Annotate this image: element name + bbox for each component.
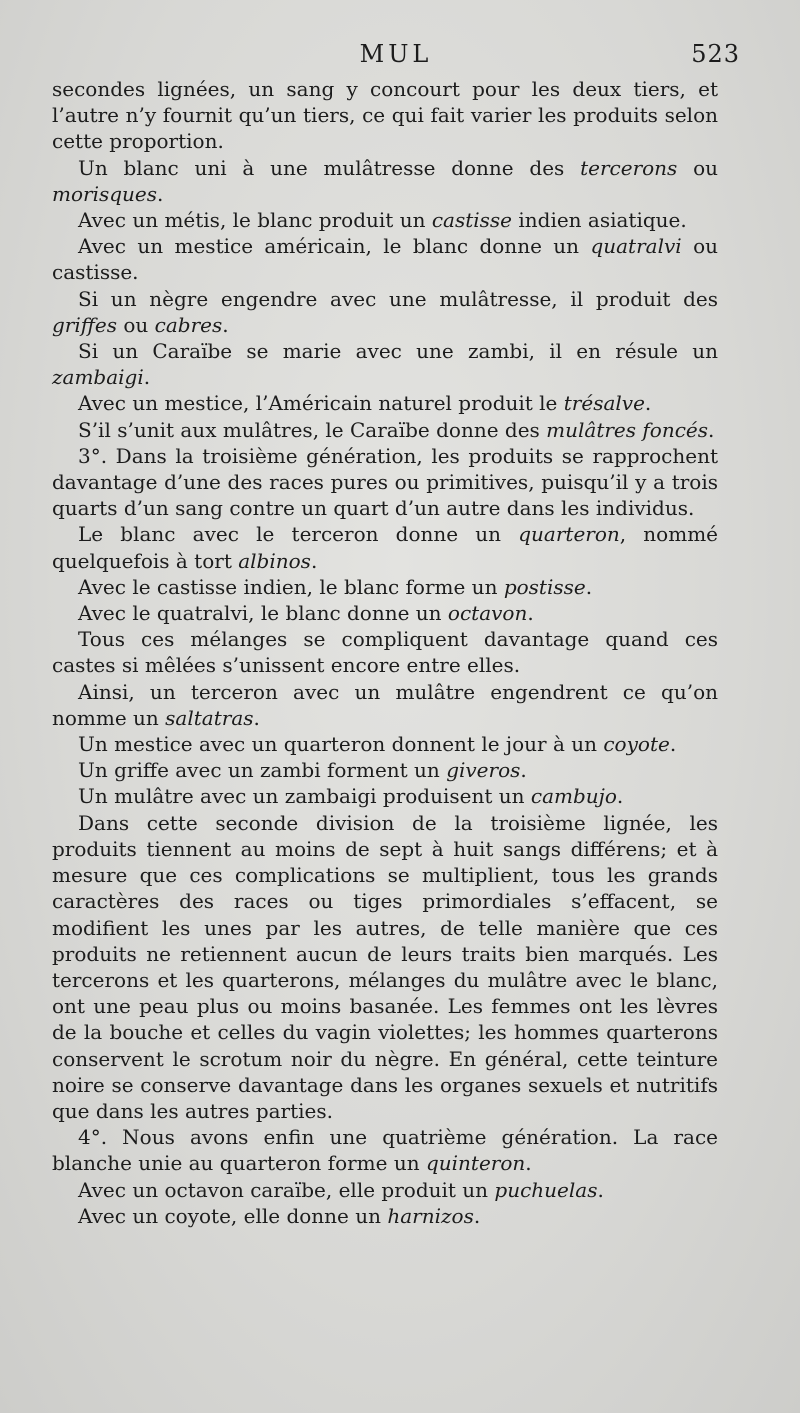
text-run: .	[525, 1151, 532, 1176]
italic-term: quinteron	[425, 1151, 526, 1176]
text-run: S’il s’unit aux mulâtres, le Caraïbe donne des	[78, 417, 547, 442]
italic-term: quarteron	[518, 522, 620, 547]
text-run: ou castisse.	[52, 234, 718, 285]
paragraph	[52, 731, 718, 757]
text-run: Tous ces mélanges se compliquent davantage quand ces castes si mêlées s’unissent encore entre elles.	[52, 627, 718, 678]
text-run: .	[527, 601, 534, 626]
text-run: 3°. Dans la troisième génération, les produits se rapprochent davantage d’une des races pures ou primitives, puisqu’il y a trois quarts d’un sang contre un quart d’un autre dans les individus.	[52, 443, 718, 521]
paragraph	[52, 600, 718, 626]
text-run: Avec un mestice, l’Américain naturel produit le	[78, 391, 564, 416]
paragraph	[52, 757, 718, 783]
text-run: .	[616, 784, 624, 809]
paragraph	[52, 76, 718, 155]
text-run: .	[157, 181, 164, 206]
paragraph	[52, 233, 718, 285]
text-run: Un mestice avec un quarteron donnent le jour à un	[78, 732, 604, 757]
paragraph	[52, 574, 718, 600]
text-run: Ainsi, un terceron avec un mulâtre engendrent ce qu’on nomme un	[52, 679, 718, 730]
italic-term: mulâtres foncés	[546, 417, 709, 442]
italic-term: giveros	[446, 758, 521, 783]
italic-term: griffes	[52, 312, 118, 337]
text-run: Si un Caraïbe se marie avec une zambi, il en résule un	[78, 339, 718, 364]
text-run: Avec le quatralvi, le blanc donne un	[78, 601, 448, 626]
text-run: Un blanc uni à une mulâtresse donne des	[78, 155, 581, 180]
paragraph	[52, 155, 718, 207]
paragraph	[52, 390, 718, 416]
italic-term: harnizos	[387, 1203, 474, 1228]
paragraph	[52, 521, 718, 573]
text-run: 4°. Nous avons enfin une quatrième génération. La race blanche unie au quarteron forme un	[52, 1125, 718, 1176]
paragraph	[52, 1124, 718, 1176]
italic-term: saltatras	[165, 705, 254, 730]
italic-term: morisques	[52, 181, 158, 206]
text-run: Si un nègre engendre avec une mulâtresse, il produit des	[78, 286, 718, 311]
text-run: .	[644, 391, 652, 416]
italic-term: postisse	[503, 574, 586, 599]
paragraph	[52, 417, 718, 443]
paragraph	[52, 443, 718, 522]
text-run: Avec un mestice américain, le blanc donne un	[78, 234, 591, 259]
paragraph	[52, 783, 718, 809]
text-run: .	[520, 758, 527, 783]
text-run: .	[708, 417, 715, 442]
paragraph	[52, 679, 718, 731]
italic-term: cambujo	[530, 784, 617, 809]
body-text	[52, 76, 718, 1229]
text-run: ou	[677, 155, 719, 180]
text-run: .	[222, 312, 229, 337]
text-run: ou	[117, 312, 155, 337]
running-head-title: MUL	[359, 40, 433, 68]
italic-term: albinos	[238, 548, 311, 573]
italic-term: trésalve	[563, 391, 645, 416]
text-run: Dans cette seconde division de la troisième lignée, les produits tiennent au moins de sept à huit sangs différens; et à mesure que ces complications se multiplient, tous les grands caractères des races ou tiges primordiales s’effacent, se modifient les unes par les autres, de telle manière que ces produits ne retiennent aucun de leurs traits bien marqués. Les tercerons et les quarterons, mélanges du mulâtre avec le blanc, ont une peau plus ou moins basanée. Les femmes ont les lèvres de la bouche et celles du vagin violettes; les hommes quarterons conservent le scrotum noir du nègre. En général, cette teinture noire se conserve davantage dans les organes sexuels et nutritifs que dans les autres parties.	[52, 810, 718, 1123]
page-number: 523	[691, 40, 740, 68]
italic-term: tercerons	[580, 155, 678, 180]
text-run: .	[310, 548, 318, 573]
paragraph	[52, 810, 718, 1124]
text-run: .	[253, 705, 260, 730]
text-run: .	[143, 365, 151, 390]
text-run: .	[585, 574, 593, 599]
text-run: secondes lignées, un sang y concourt pour les deux tiers, et l’autre n’y fournit qu’un tiers, ce qui fait varier les produits selon cette proportion.	[52, 77, 718, 154]
italic-term: cabres	[154, 312, 223, 337]
text-run: , nommé quelquefois à tort	[52, 522, 718, 573]
text-run: Avec un octavon caraïbe, elle produit un	[78, 1177, 495, 1202]
text-run: Avec le castisse indien, le blanc forme un	[78, 574, 504, 599]
italic-term: zambaigi	[52, 365, 144, 390]
paragraph	[52, 207, 718, 233]
text-run: .	[597, 1177, 604, 1202]
running-head	[52, 40, 740, 76]
text-run: Un mulâtre avec un zambaigi produisent un	[78, 784, 531, 809]
text-run: Avec un métis, le blanc produit un	[78, 208, 432, 233]
text-run: .	[473, 1203, 481, 1228]
paragraph	[52, 626, 718, 678]
italic-term: puchuelas	[494, 1177, 598, 1202]
italic-term: quatralvi	[590, 234, 682, 259]
paragraph	[52, 1177, 718, 1203]
text-run: .	[669, 732, 677, 757]
text-run: Le blanc avec le terceron donne un	[78, 522, 519, 547]
paragraph	[52, 286, 718, 338]
text-run: Avec un coyote, elle donne un	[78, 1203, 388, 1228]
text-run: Un griffe avec un zambi forment un	[78, 758, 447, 783]
paragraph	[52, 1203, 718, 1229]
text-run: indien asiatique.	[512, 208, 687, 233]
italic-term: octavon	[447, 601, 528, 626]
italic-term: coyote	[603, 732, 670, 757]
paragraph	[52, 338, 718, 390]
italic-term: castisse	[431, 208, 512, 233]
